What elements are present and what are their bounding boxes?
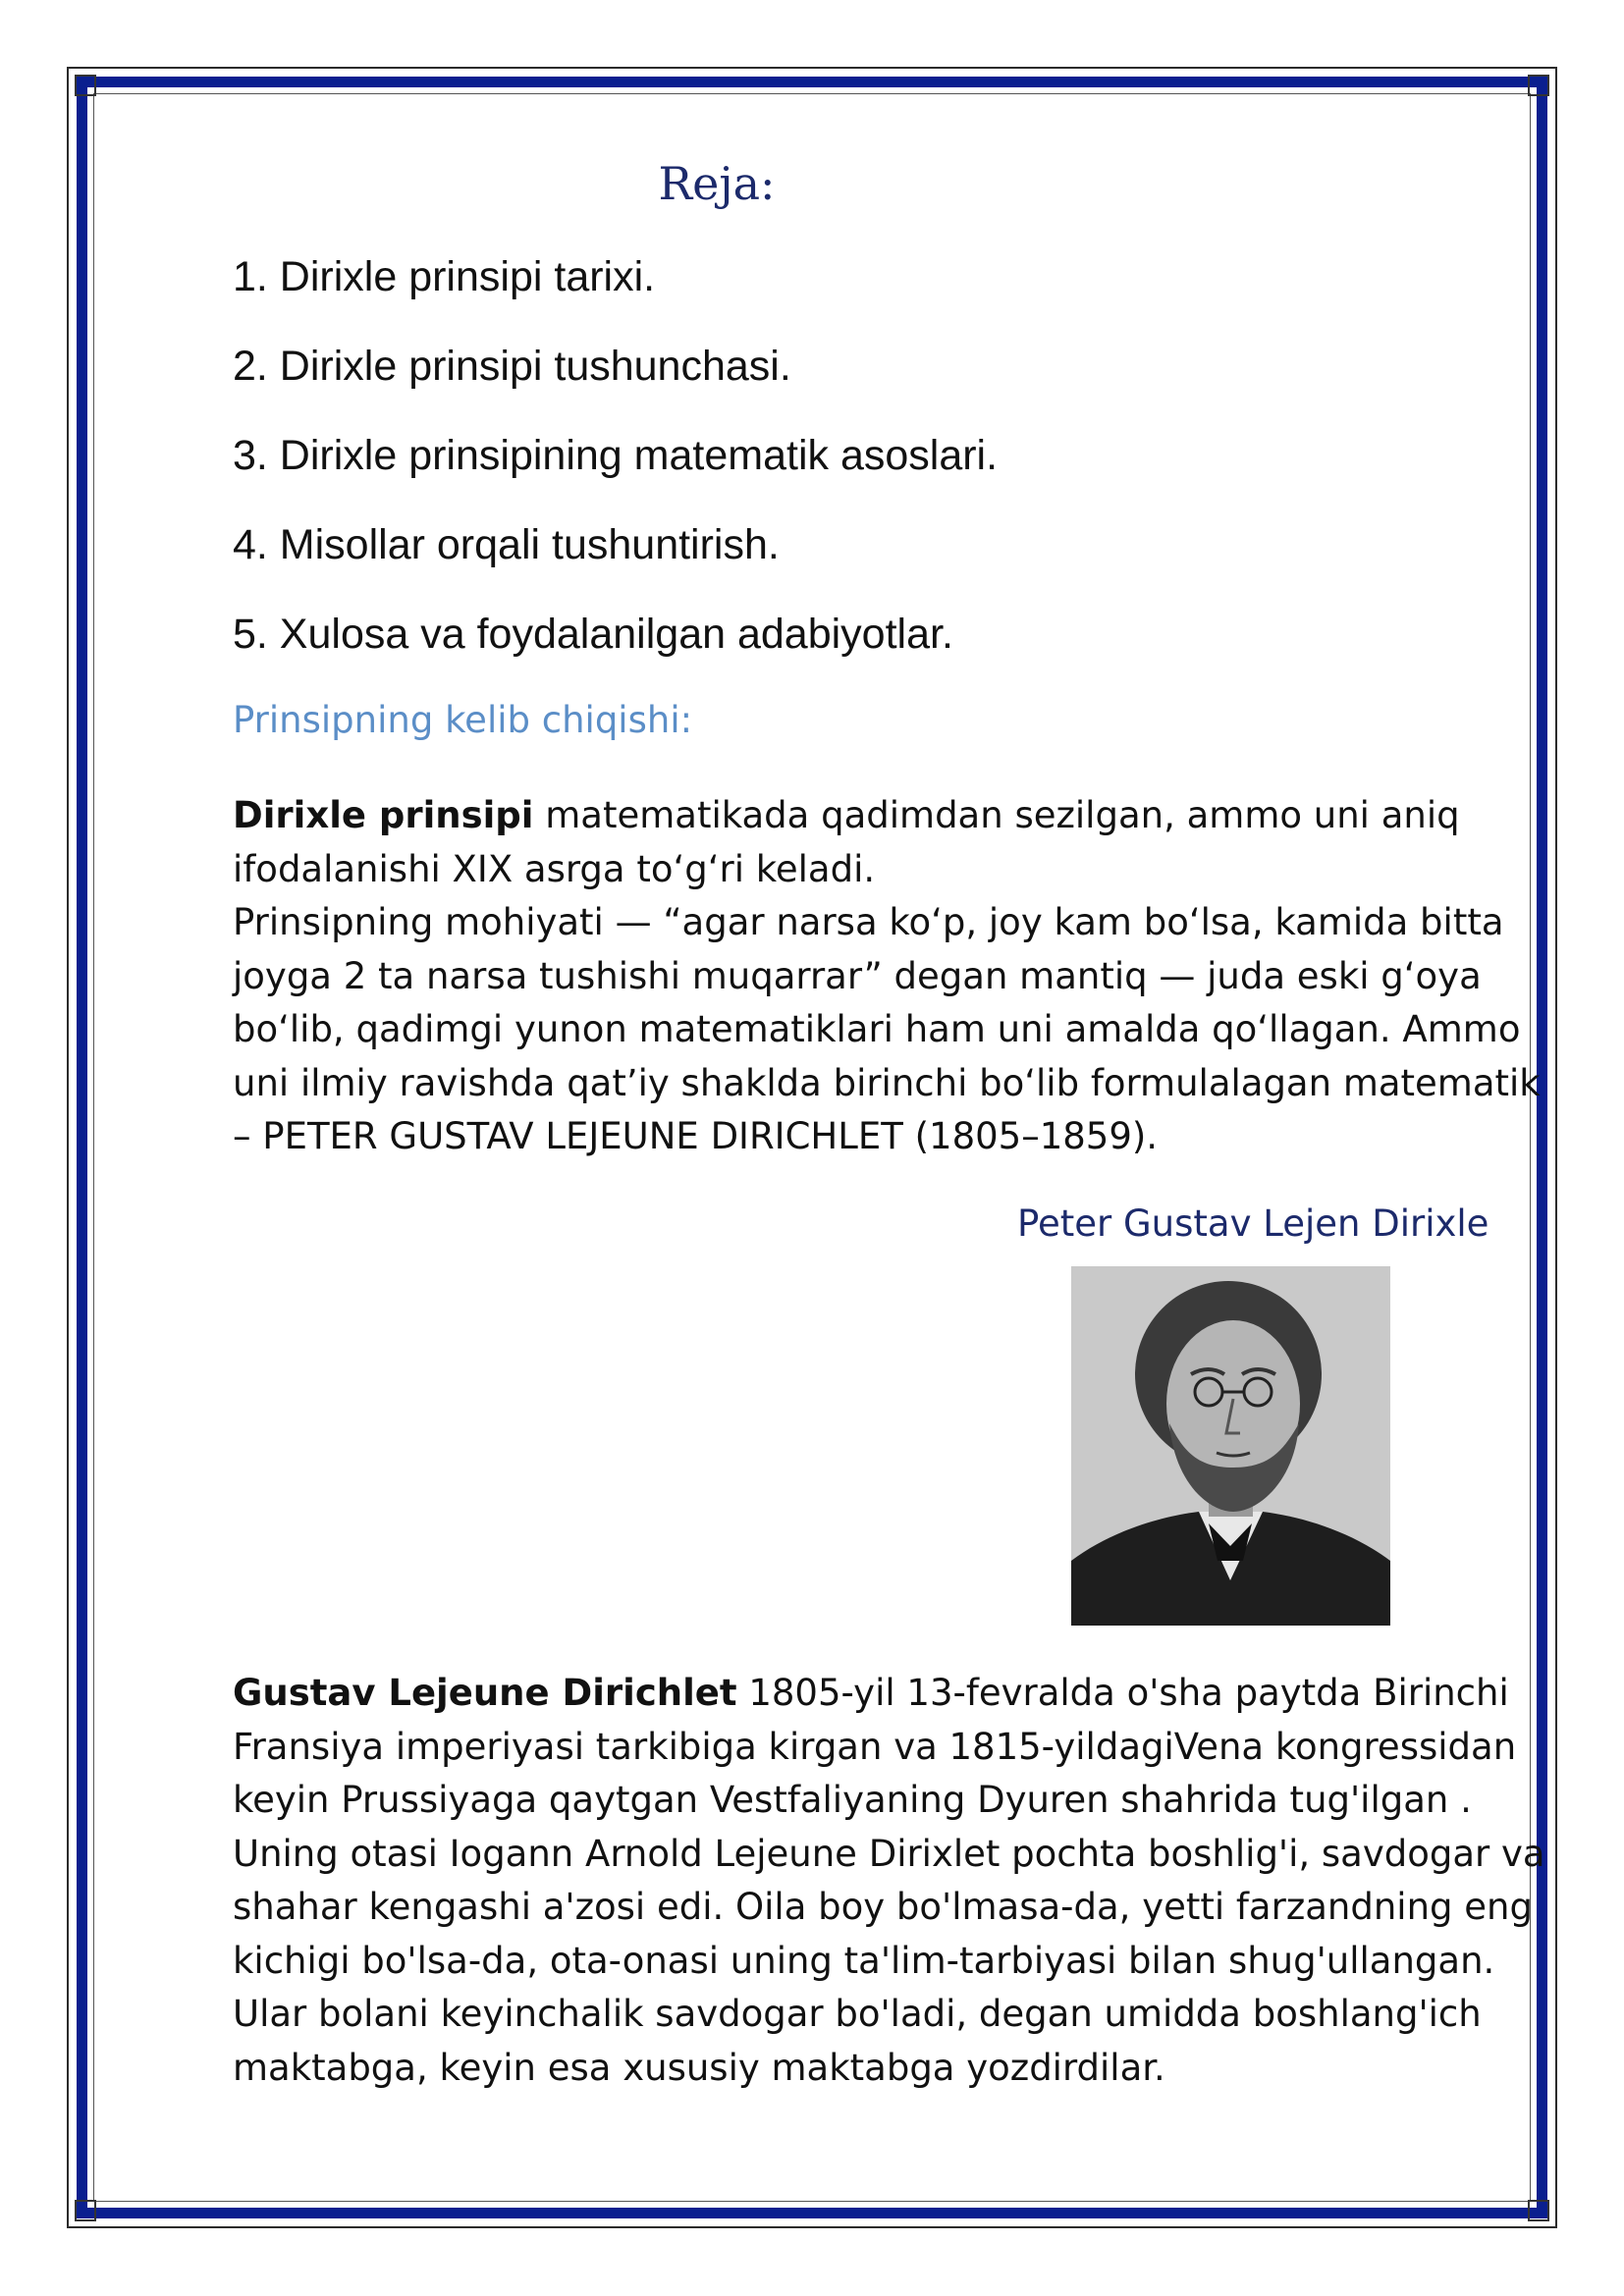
term-bold: Dirixle prinsipi	[233, 794, 534, 836]
border-corner-bottom-right	[1528, 2200, 1549, 2221]
paragraph-line: ifodalanishi XIX asrga to‘g‘ri keladi.	[233, 847, 876, 890]
paragraph-line: uni ilmiy ravishda qat’iy shaklda birinchi bo‘lib formulalagan matematik	[233, 1061, 1541, 1104]
paragraph-line: matematikada qadimdan sezilgan, ammo uni aniq	[533, 794, 1460, 836]
history-paragraph	[233, 789, 1548, 1164]
page-title: Reja:	[658, 157, 776, 210]
biography-paragraph	[233, 1667, 1548, 2095]
border-corner-top-left	[75, 75, 96, 96]
paragraph-line: maktabga, keyin esa xususiy maktabga yozdirdilar.	[233, 2046, 1165, 2089]
section-heading: Prinsipning kelib chiqishi:	[233, 699, 693, 741]
name-bold: Gustav Lejeune Dirichlet	[233, 1672, 737, 1714]
paragraph-line: – PETER GUSTAV LEJEUNE DIRICHLET (1805–1859).	[233, 1115, 1159, 1157]
border-corner-bottom-left	[75, 2200, 96, 2221]
paragraph-line: 1805-yil 13-fevralda o'sha paytda Birinchi	[736, 1672, 1509, 1714]
paragraph-line: Ular bolani keyinchalik savdogar bo'ladi, degan umidda boshlang'ich	[233, 1993, 1482, 2035]
plan-item: 2. Dirixle prinsipi tushunchasi.	[233, 343, 791, 390]
paragraph-line: Prinsipning mohiyati — “agar narsa ko‘p, joy kam bo‘lsa, kamida bitta	[233, 901, 1504, 943]
paragraph-line: Fransiya imperiyasi tarkibiga kirgan va 1815-yildagiVena kongressidan	[233, 1725, 1517, 1768]
paragraph-line: kichigi bo'lsa-da, ota-onasi uning ta'lim-tarbiyasi bilan shug'ullangan.	[233, 1939, 1495, 1982]
portrait-caption: Peter Gustav Lejen Dirixle	[1017, 1202, 1489, 1245]
paragraph-line: shahar kengashi a'zosi edi. Oila boy bo'lmasa-da, yetti farzandning eng	[233, 1886, 1533, 1928]
plan-item: 3. Dirixle prinsipining matematik asoslari.	[233, 432, 999, 479]
paragraph-line: keyin Prussiyaga qaytgan Vestfaliyaning Dyuren shahrida tug'ilgan .	[233, 1779, 1472, 1821]
border-corner-top-right	[1528, 75, 1549, 96]
plan-list	[233, 247, 998, 694]
paragraph-line: Uning otasi Iogann Arnold Lejeune Dirixlet pochta boshlig'i, savdogar va	[233, 1832, 1545, 1875]
plan-item: 5. Xulosa va foydalanilgan adabiyotlar.	[233, 611, 953, 658]
paragraph-line: bo‘lib, qadimgi yunon matematiklari ham uni amalda qo‘llagan. Ammo	[233, 1008, 1521, 1050]
plan-item: 1. Dirixle prinsipi tarixi.	[233, 253, 656, 300]
portrait-image	[1071, 1266, 1390, 1626]
plan-item: 4. Misollar orqali tushuntirish.	[233, 521, 780, 568]
paragraph-line: joyga 2 ta narsa tushishi muqarrar” degan mantiq — juda eski g‘oya	[233, 954, 1482, 997]
